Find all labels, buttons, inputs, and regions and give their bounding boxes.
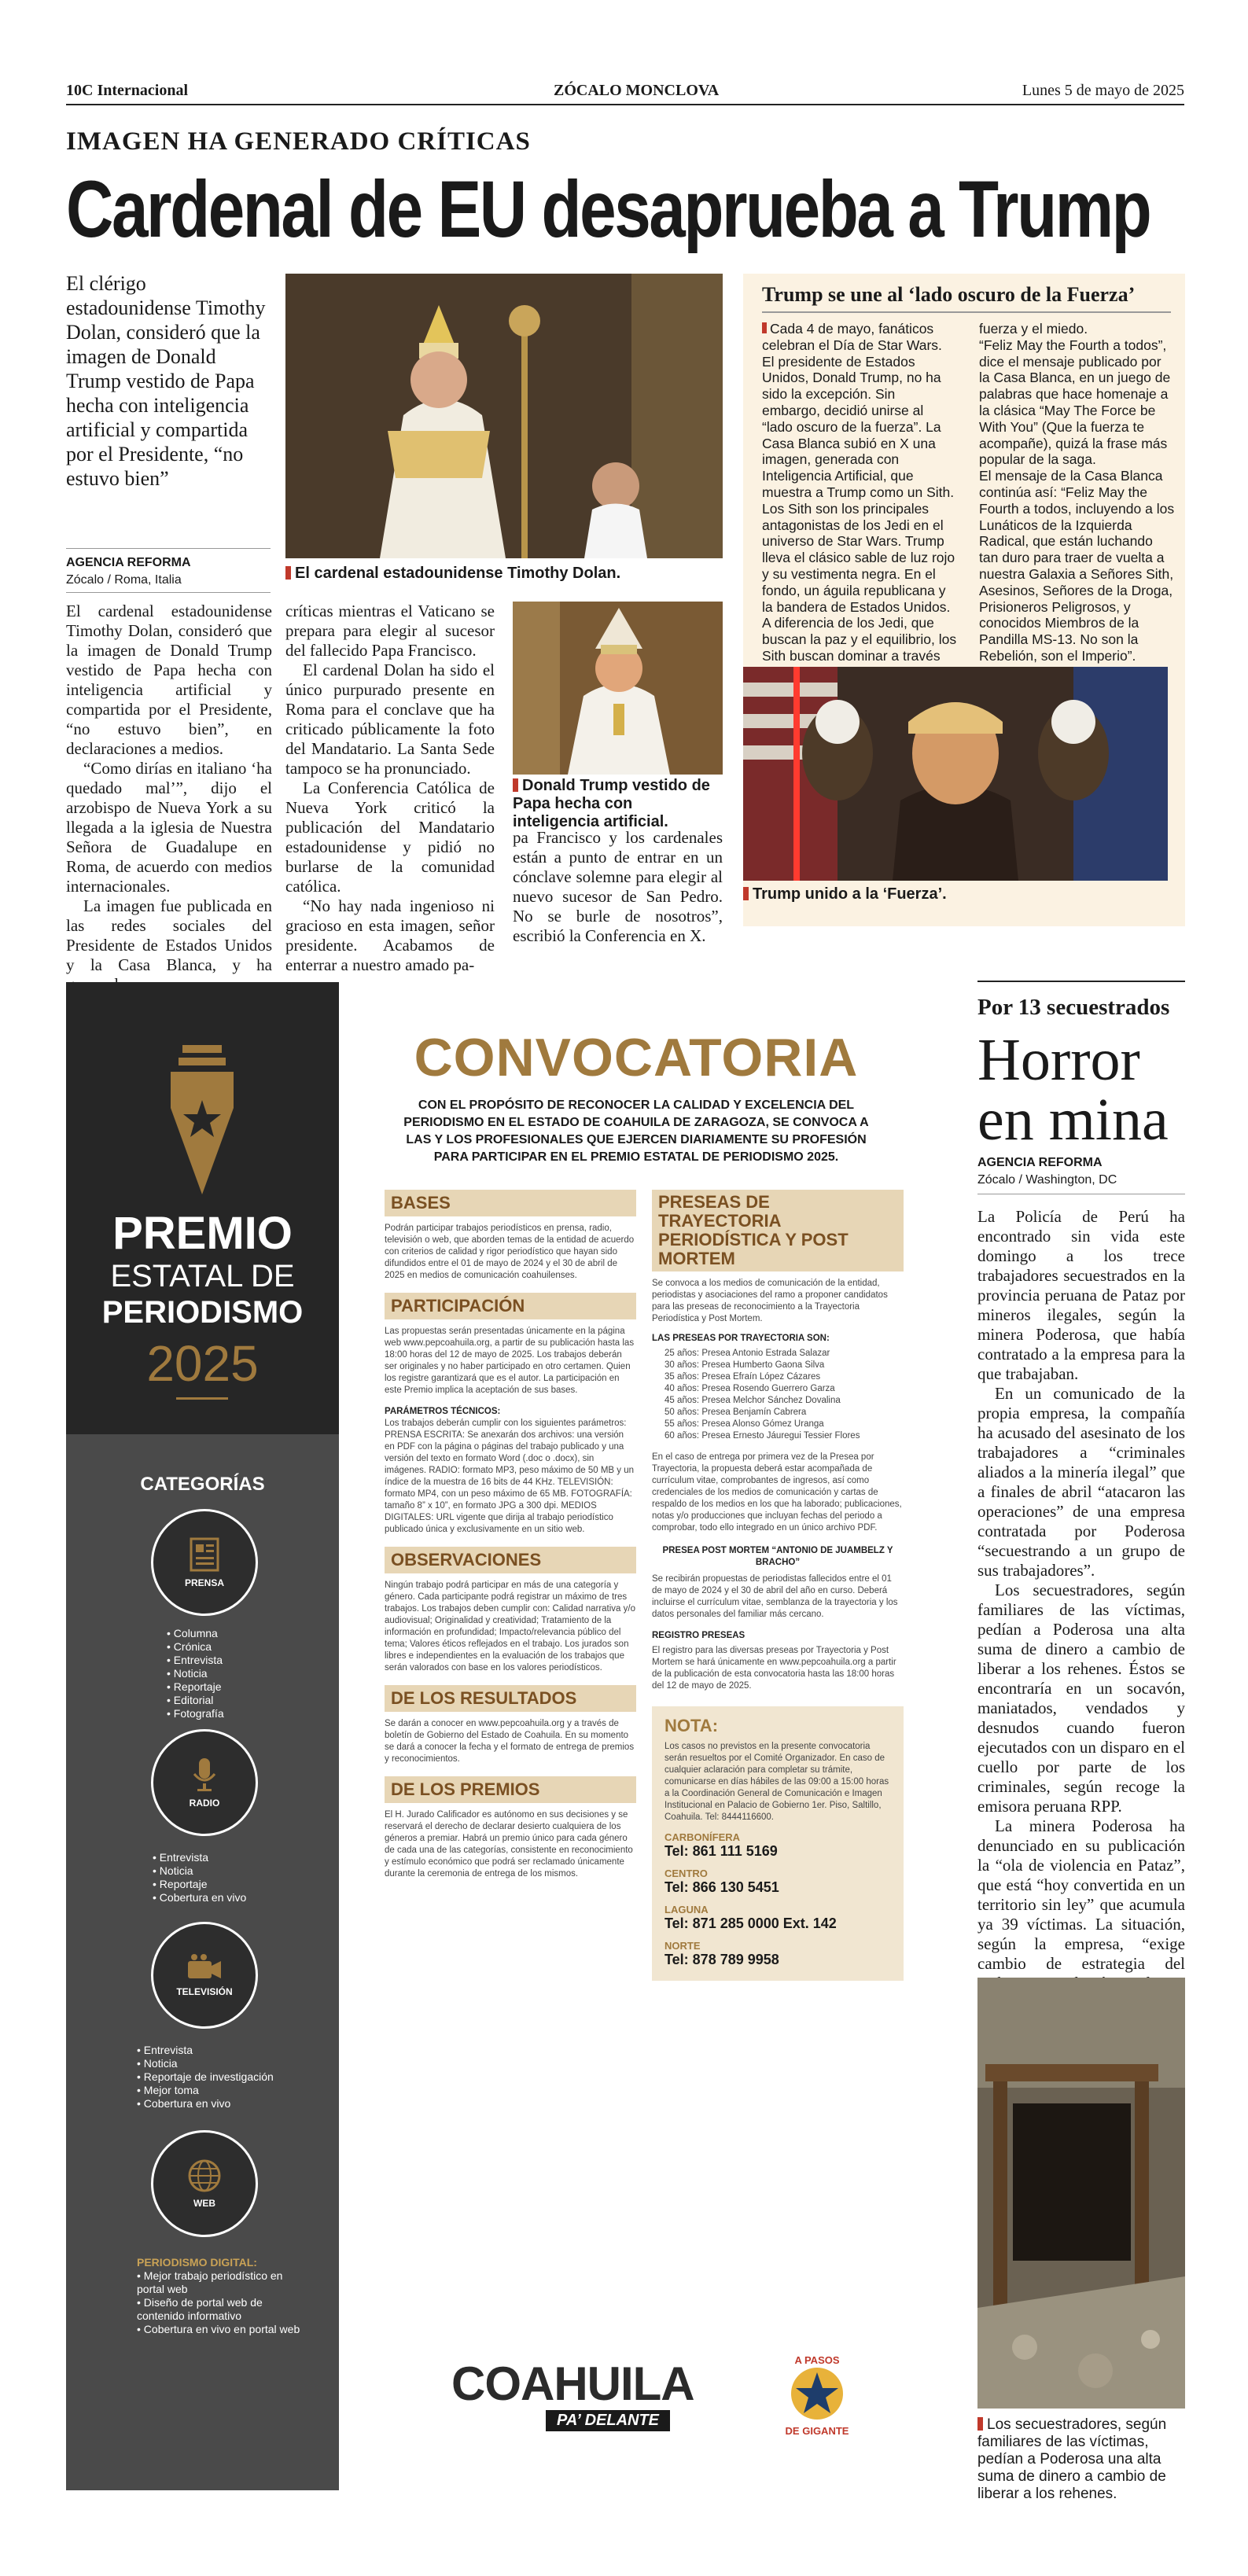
contact [664, 1904, 891, 1932]
web-badge-label: WEB [193, 2198, 215, 2209]
resultados-text: Se darán a conocer en www.pepcoahuila.org y a través de boletín de Gobierno del Estado de Coahuila. En su momento se dará a conocer la fecha y el formato de entrega de premios y reconocimientos. [385, 1719, 635, 1764]
a-pasos-bottom: DE GIGANTE [785, 2425, 849, 2437]
trump-sith-illustration [743, 667, 1168, 881]
contact-phone: Tel: 861 111 5169 [664, 1843, 778, 1859]
list-item: • Noticia [137, 2057, 178, 2070]
post-mortem-text: Se recibirán propuestas de periodistas fallecidos entre el 01 de mayo de 2024 y el 30 de abril del año en curso. Deberá incluirse el currículum vitae, semblanza de la trayectoria y los datos personales del familiar más cercano. [652, 1574, 898, 1619]
para: La Conferencia Católica de Nueva York criticó la publicación del Mandatario estadounidense y pidió no burlarse de la comunidad católica. [285, 778, 495, 896]
observaciones-heading: OBSERVACIONES [385, 1547, 636, 1573]
trump-pope-illustration [513, 602, 723, 775]
radio-list [153, 1851, 246, 1904]
tv-badge-label: TELEVISIÓN [176, 1986, 233, 1997]
resultados-heading: DE LOS RESULTADOS [385, 1685, 636, 1712]
photo-trump-pope [513, 602, 723, 775]
main-col-3 [513, 828, 723, 946]
trayectoria-heading: PRESEAS DE TRAYECTORIA PERIODÍSTICA Y POST MORTEM [652, 1190, 904, 1271]
mina-kicker: Por 13 secuestrados [977, 995, 1170, 1020]
para: Los Sith son los principales antagonistas de los Jedi en el universo de Star Wars. Trump lleva el clásico sable de luz rojo y su vestimenta negra. En el fondo, un águila republicana y la bandera de Estados Unidos. [762, 500, 955, 615]
caption-trump-pope: Donald Trump vestido de Papa hecha con inteligencia artificial. [513, 777, 723, 831]
periodismo-word: PERIODISMO [101, 1295, 304, 1330]
para: El cardenal estadounidense Timothy Dolan, consideró que la imagen de Donald Trump vestido de Papa hecha con inteligencia artificial y compartida por el Presidente, “no estuvo bien”, en declaraciones a medios. [66, 602, 272, 758]
list-item: • Noticia [153, 1864, 193, 1877]
participacion-text: Las propuestas serán presentadas únicamente en la página web www.pepcoahuila.org, a partir de su publicación hasta las 18:00 horas del 12 de mayo de 2025. Los trabajos deberán ser originales y no haber participado en otro certamen. Quien los registre garantizará que es el autor. La participación en este Premio implica la aceptación de sus bases. [385, 1327, 635, 1395]
list-item: • Mejor trabajo periodístico en portal web [137, 2269, 283, 2295]
bases-heading: BASES [385, 1190, 636, 1216]
post-mortem-heading: PRESEA POST MORTEM “ANTONIO DE JUAMBELZ Y BRACHO” [662, 1546, 893, 1567]
list-item: 60 años: Presea Ernesto Jáuregui Tessier Flores [664, 1431, 860, 1441]
contact [664, 1940, 891, 1968]
para-text: Cada 4 de mayo, fanáticos celebran el Día de Star Wars. El presidente de Estados Unidos, Donald Trump, no ha sido la excepción. Sin embargo, decidió unirse al “lado oscuro de la fuerza”. La Casa Blanca subió en X una imagen, generada con Inteligencia Artificial, que muestra a Trump como un Sith. [762, 321, 955, 500]
para: El cardenal Dolan ha sido el único purpurado presente en Roma para el conclave que ha criticado públicamente la foto del Mandatario. La Santa Sede tampoco se ha pronunciado. [285, 661, 495, 778]
coahuila-tagline: PA’ DELANTE [546, 2410, 670, 2431]
issue-date: Lunes 5 de mayo de 2025 [1022, 82, 1184, 99]
caption-trump-sith: Trump unido a la ‘Fuerza’. [743, 885, 1168, 903]
prensa-badge-label: PRENSA [184, 1577, 224, 1588]
registro-text: El registro para las diversas preseas por Trayectoria y Post Mortem se hará únicamente en www.pepcoahuila.org a partir de la publicación de esta convocatoria hasta las 18:00 horas del 12 de mayo de 2025. [652, 1646, 896, 1691]
para: Los secuestradores, según familiares de las víctimas, pedían a Poderosa una alta suma de dinero a cambio de liberar a los rehenes. Éstos se encontraría en un socavón, maniatados, vendados y desnudos cuando fueron ejecutados con un disparo en el cuello por parte de los criminales, según recoge la emisora peruana RPP. [977, 1581, 1185, 1816]
bases-text: Podrán participar trabajos periodísticos en prensa, radio, televisión o web, que aborden temas de la entidad de acuerdo con criterios de calidad y rigor periodístico que hayan sido difundidos entre el 01 de mayo de 2024 y el 30 de abril de 2025 en medios de comunicación coahuilenses. [385, 1224, 635, 1280]
contact [664, 1868, 891, 1896]
list-item: • Editorial [167, 1694, 214, 1706]
para: La Policía de Perú ha encontrado sin vida este domingo a los trece trabajadores secuestrados en la provincia peruana de Pataz por mineros ilegales, según la minera Poderosa, que había contratado a la empresa para la que trabajaban. [977, 1207, 1185, 1383]
globe-icon [187, 2158, 222, 2193]
list-item: • Fotografía [167, 1707, 224, 1720]
tv-list [137, 2044, 274, 2110]
right-top-rule [977, 981, 1185, 982]
list-item: • Crónica [167, 1640, 212, 1653]
list-item: • Cobertura en vivo [137, 2097, 231, 2110]
section-label: 10C Internacional [66, 82, 188, 99]
list-item: • Entrevista [137, 2044, 193, 2056]
a-pasos-top: A PASOS [794, 2354, 840, 2366]
sidebar-col-b [979, 321, 1176, 664]
ad-col-right [652, 1179, 904, 1981]
list-item: 25 años: Presea Antonio Estrada Salazar [664, 1349, 830, 1358]
categorias-title: CATEGORÍAS [140, 1474, 265, 1495]
list-item: • Entrevista [153, 1851, 209, 1864]
list-item: 45 años: Presea Melchor Sánchez Dovalina [664, 1396, 841, 1405]
list-item: • Columna [167, 1627, 218, 1639]
nota-text: Los casos no previstos en la presente convocatoria serán resueltos por el Comité Organizador. En caso de cualquier aclaración para completar su trámite, comunicarse en días hábiles de las 09:00 a 15:00 horas a la Coordinación General de Comunicación e Imagen Institucional en Palacio de Gobierno 1er. Piso, Saltillo, Coahuila. Tel: 8444116600. [664, 1742, 889, 1822]
convocatoria-ad [66, 982, 931, 2490]
categorias-panel [66, 1434, 339, 2490]
list-item: • Noticia [167, 1667, 208, 1680]
list-item: • Mejor toma [137, 2084, 199, 2096]
year-2025: 2025 [146, 1335, 259, 1392]
main-kicker: IMAGEN HA GENERADO CRÍTICAS [66, 127, 531, 156]
main-agency: AGENCIA REFORMA [66, 556, 191, 569]
registro-heading: REGISTRO PRESEAS [652, 1631, 745, 1640]
contact-phone: Tel: 871 285 0000 Ext. 142 [664, 1915, 837, 1931]
summary-rule [66, 548, 271, 549]
main-summary: El clérigo estadounidense Timothy Dolan, consideró que la imagen de Donald Trump vestido de Papa hecha con inteligencia artificial y compartida por el Presidente, “no estuvo bien” [66, 272, 266, 490]
list-item: 40 años: Presea Rosendo Guerrero Garza [664, 1384, 835, 1393]
prensa-list [167, 1627, 224, 1720]
digital-title: PERIODISMO DIGITAL: [137, 2256, 257, 2269]
trayectoria-list-title: LAS PRESEAS POR TRAYECTORIA SON: [652, 1334, 830, 1343]
photo-mine [977, 1978, 1185, 2409]
list-item: • Entrevista [167, 1654, 223, 1666]
main-col-1 [66, 602, 272, 995]
list-item: 30 años: Presea Humberto Gaona Silva [664, 1360, 825, 1370]
premio-word: PREMIO [112, 1208, 293, 1259]
contact-region: NORTE [664, 1940, 701, 1952]
place-rule [66, 592, 271, 593]
para: En un comunicado de la propia empresa, la compañía ha acusado del asesinato de los trabajadores a “criminales aliados a la minería ilegal” que a finales de abril “atacaron las operaciones” de una empresa contratada por Poderosa “secuestrando a un grupo de sus trabajadores”. [977, 1384, 1185, 1580]
digital-list [137, 2256, 310, 2336]
sidebar-col-a [762, 321, 957, 681]
main-place: Zócalo / Roma, Italia [66, 573, 182, 587]
sidebar-title: Trump se une al ‘lado oscuro de la Fuerza’ [762, 283, 1171, 313]
tecnicos-text: Los trabajos deberán cumplir con los siguientes parámetros: PRENSA ESCRITA: Se anexarán dos archivos: una versión en PDF con la página o páginas del trabajo publicado y una versión del texto en formato Word (.doc o .docx), sin imágenes. RADIO: formato MP3, peso máximo de 50 MB y un índice de la muestra de 16 bits de 44 KHz. TELEVISIÓN: formato MP4, con un peso máximo de 65 MB. FOTOGRAFÍA: tamaño 8” x 10”, en formato JPG a 300 dpi. MEDIOS DIGITALES: URL vigente que dirija al trabajo periodístico publicado única y exclusivamente en un sitio web. [385, 1419, 635, 1534]
nota-box [652, 1706, 904, 1981]
list-item: • Diseño de portal web de contenido informativo [137, 2296, 263, 2322]
premios-text: El H. Jurado Calificador es autónomo en sus decisiones y se reservará el derecho de declarar desierto cualquiera de los géneros a premiar. Habrá un premio único para cada género de cada una de las categorías, consistente en reconocimiento y estímulo económico que podrá ser reclamado únicamente durante la ceremonia de entrega de los mismos. [385, 1810, 633, 1879]
trayectoria-text: Se convoca a los medios de comunicación de la entidad, periodistas y asociaciones del ramo a proponer candidatos para las preseas de reconocimiento a la Trayectoria Periodística y Post Mortem. [652, 1279, 888, 1323]
para: “No hay nada ingenioso ni gracioso en esta imagen, señor presidente. Acabamos de enterrar a nuestro amado pa- [285, 896, 495, 974]
para: críticas mientras el Vaticano se prepara para elegir al sucesor del fallecido Papa Francisco. [285, 602, 495, 660]
gold-rule [176, 1397, 228, 1400]
caption-mine: Los secuestradores, según familiares de las víctimas, pedían a Poderosa una alta suma de dinero a cambio de liberar a los rehenes. [977, 2416, 1185, 2503]
observaciones-text: Ningún trabajo podrá participar en más de una categoría y género. Cada participante podrá registrar un máximo de tres trabajos. Los trabajos deben cumplir con: Calidad narrativa y/o audiovisual; Originalidad y creatividad; Tratamiento de la información en profundidad; Impacto/relevancia público del tema; Valores éticos reflejados en el trabajo. Los jurados son libres e independientes en la evaluación de los trabajos que serán valorados con base en los valores periodísticos. [385, 1581, 635, 1673]
contact [664, 1831, 891, 1860]
para: La imagen fue publicada en las redes sociales del Presidente de Estados Unidos y la Casa Blanca, y ha [66, 896, 272, 974]
web-badge [151, 2130, 258, 2237]
prensa-badge [151, 1509, 258, 1616]
nota-title: NOTA: [664, 1716, 719, 1735]
estatal-word: ESTATAL DE [110, 1259, 295, 1294]
mina-place: Zócalo / Washington, DC [977, 1173, 1117, 1187]
list-item: • Cobertura en vivo [153, 1891, 247, 1904]
para: pa Francisco y los cardenales están a punto de entrar en un cónclave solemne para elegir al nuevo sucesor de San Pedro. No se burle de nosotros”, escribió la Conferencia en X. [513, 828, 723, 945]
radio-badge [151, 1729, 258, 1836]
para [762, 321, 957, 501]
microphone-icon [191, 1757, 218, 1793]
photo-trump-sith [743, 667, 1168, 881]
list-item: 35 años: Presea Efraín López Cázares [664, 1372, 821, 1382]
para: La minera Poderosa ha denunciado en su publicación la “ola de violencia en Pataz”, que está “hoy convertida en un territorio sin ley” que acumula ya 39 víctimas. La situación, según la empresa, “exige cambio de estrategia del [977, 1816, 1185, 1973]
pen-nib-icon [155, 1045, 249, 1194]
list-item: • Reportaje [167, 1680, 222, 1693]
mina-headline: Horror en mina [977, 1027, 1169, 1153]
premios-heading: DE LOS PREMIOS [385, 1776, 636, 1803]
contact-region: CARBONÍFERA [664, 1831, 741, 1843]
ad-col-left [385, 1179, 636, 1880]
list-item: • Reportaje de investigación [137, 2070, 274, 2083]
para: fuerza y el miedo. [979, 321, 1088, 337]
list-item: 50 años: Presea Benjamín Cabrera [664, 1408, 807, 1417]
trayectoria-text-2: En el caso de entrega por primera vez de la Presea por Trayectoria, la propuesta deberá estar acompañada de currículum vitae, comprobantes de ingresos, así como credenciales de los medios de comunicación y cartas de respaldo de los medios en los que ha laborado; publicaciones, notas y/o producciones que incluyan fechas del periodo a comprobar, todo ello integrado en un único archivo PDF. [652, 1452, 902, 1533]
list-item: • Reportaje [153, 1878, 208, 1890]
list-item: 55 años: Presea Alonso Gómez Uranga [664, 1419, 824, 1429]
convocatoria-intro: CON EL PROPÓSITO DE RECONOCER LA CALIDAD Y EXCELENCIA DEL PERIODISMO EN EL ESTADO DE COAHUILA DE ZARAGOZA, SE CONVOCA A LAS Y LOS PROFESIONALES QUE EJERCEN DIARIAMENTE SU PROFESIÓN PARA PARTICIPAR EN EL PREMIO ESTATAL DE PERIODISMO 2025. [403, 1098, 869, 1164]
tecnicos-heading: PARÁMETROS TÉCNICOS: [385, 1407, 501, 1416]
video-camera-icon [186, 1953, 223, 1982]
contact-phone: Tel: 878 789 9958 [664, 1952, 779, 1967]
bullet [762, 322, 767, 333]
main-col-2 [285, 602, 495, 975]
para: “Como dirías en italiano ‘ha quedado mal’”, dijo el arzobispo de Nueva York a su llegada a la iglesia de Nuestra Señora de Guadalupe en Roma, de acuerdo con medios internacionales. [66, 759, 272, 896]
contact-region: LAGUNA [664, 1904, 709, 1915]
newspaper-icon [189, 1536, 220, 1573]
sidebar-starwars [743, 274, 1185, 926]
star-icon [790, 2366, 845, 2421]
para: “Feliz May the Fourth a todos”, dice el mensaje publicado por la Casa Blanca, en un juego de palabras que hace homenaje a la clásica “May The Force be With You” (Que la fuerza te acompañe), quizá la frase más popular de la saga. [979, 337, 1171, 468]
contact-phone: Tel: 866 130 5451 [664, 1879, 779, 1895]
page-header [66, 79, 1184, 105]
list-item: • Cobertura en vivo en portal web [137, 2323, 300, 2335]
mina-agency: AGENCIA REFORMA [977, 1156, 1103, 1169]
caption-cardinal: El cardenal estadounidense Timothy Dolan. [285, 565, 723, 583]
tv-badge [151, 1922, 258, 2029]
coahuila-logo [451, 2358, 727, 2453]
main-headline: Cardenal de EU desaprueba a Trump [66, 164, 1150, 254]
coahuila-wordmark: COAHUILA [451, 2357, 694, 2410]
cardinal-illustration [285, 274, 723, 558]
a-pasos-logo [778, 2354, 856, 2441]
convocatoria-title: CONVOCATORIA [414, 1028, 859, 1087]
participacion-heading: PARTICIPACIÓN [385, 1293, 636, 1319]
mine-illustration [977, 1978, 1185, 2409]
radio-badge-label: RADIO [189, 1798, 220, 1809]
trayectoria-list [652, 1348, 904, 1442]
mina-body [977, 1207, 1185, 2092]
para: El mensaje de la Casa Blanca continúa así: “Feliz May the Fourth a todos, incluyendo a los Lunáticos de la Izquierda Radical, que están luchando tan duro para traer de vuelta a nuestra Galaxia a Señores Sith, Asesinos, Señores de la Droga, Prisioneros Peligrosos, y conocidos Miembros de la Pandilla MS-13. No son la Rebelión, son el Imperio”. [979, 468, 1175, 664]
photo-cardinal [285, 274, 723, 558]
ad-left-panel [66, 982, 339, 2490]
para: A diferencia de los Jedi, que buscan la paz y el equilibrio, los Sith buscan dominar a través [762, 615, 957, 664]
contact-region: CENTRO [664, 1868, 708, 1879]
paper-name: ZÓCALO MONCLOVA [554, 82, 720, 99]
